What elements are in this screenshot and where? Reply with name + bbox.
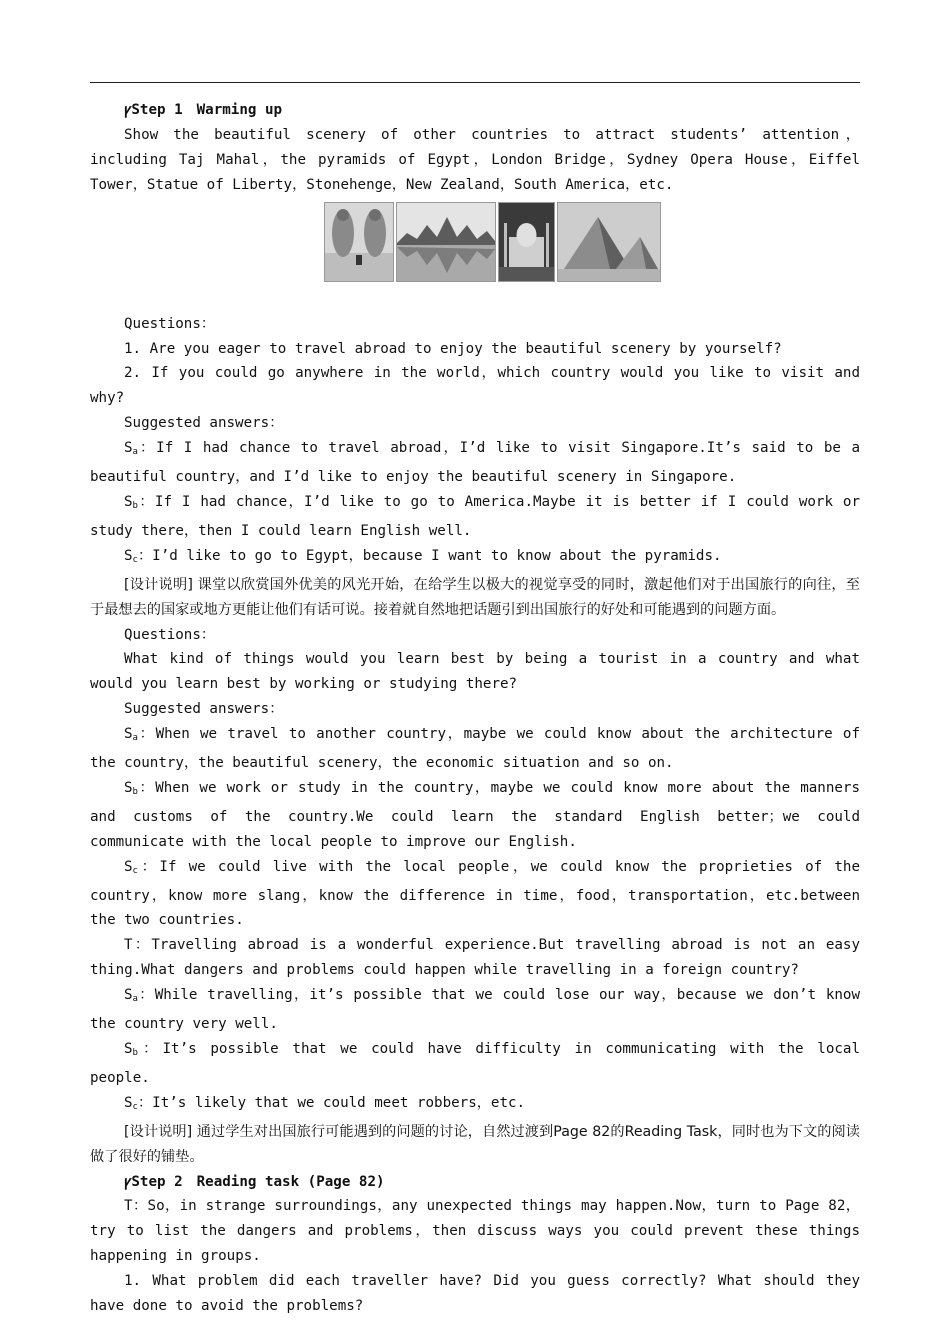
design-note-1: [设计说明] 课堂以欣赏国外优美的风光开始，在给学生以极大的视觉享受的同时，激起他们对于出国旅行的向往，至于最想去的国家或地方更能让他们有话可说。接着就自然地把话题引到出国旅行的好处和可能遇到的问题方面。 [90,576,860,618]
step1-intro: Show the beautiful scenery of other countries to attract students’ attention，including Taj Mahal，the pyramids of Egypt，London Bridge，Sydney Opera House，Eiffel Tower，Statue of Liberty，Stonehenge，New Zealand，South America，etc. [90,126,860,193]
questions-label-1: Questions： [124,315,216,332]
taj-mahal-photo [498,202,555,282]
step-marker-icon: ꝩ [124,1173,132,1190]
answer-sa-2: $S_a$：When we travel to another country，maybe we could know about the architecture of the country，the beautiful scenery，the economic situation and so on. [90,726,860,772]
answer-sc-2: $S_c$：If we could live with the local people，we could know the proprieties of the country，know more slang，know the difference in time，food，transportation，etc.between the two countries. [90,858,860,929]
questions-label-2: Questions： [124,626,216,643]
document-body [90,98,860,1319]
answer-sc-3: $S_c$：It’s likely that we could meet robbers，etc. [124,1094,526,1112]
step2-heading: ꝩStep 2 Reading task (Page 82) [124,1173,385,1190]
teacher-line-1: T：Travelling abroad is a wonderful experience.But travelling abroad is not an easy thing.What dangers and problems could happen while travelling in a foreign country? [90,937,860,979]
answer-sb-2: $S_b$：When we work or study in the country，maybe we could know more about the manners and customs of the country.We could learn the standard English better；we could communicate with the local people to improve our English. [90,779,860,850]
pyramids-photo [557,202,661,282]
step-marker-icon: ꝩ [124,102,132,118]
answer-sa-3: $S_a$：While travelling，it’s possible that we could lose our way，because we don’t know the country very well. [90,987,860,1033]
suggested-answers-label-2: Suggested answers： [124,701,284,718]
question-4: 1. What problem did each traveller have? Did you guess correctly? What should they have done to avoid the problems? [90,1273,860,1315]
answer-sc-1: $S_c$：I’d like to go to Egypt，because I want to know about the pyramids. [124,547,722,565]
header-rule [90,82,860,83]
question-1: 1. Are you eager to travel abroad to enjoy the beautiful scenery by yourself? [124,340,782,357]
teacher-line-2: T：So，in strange surroundings，any unexpected things may happen.Now，turn to Page 82，try to list the dangers and problems，then discuss ways you could prevent these things happening in groups. [90,1198,860,1265]
answer-sb-1: $S_b$：If I had chance，I’d like to go to America.Maybe it is better if I could work or study there，then I could learn English well. [90,493,860,539]
answer-sb-3: $S_b$：It’s possible that we could have difficulty in communicating with the local people. [90,1041,860,1086]
suggested-answers-label-1: Suggested answers： [124,415,284,432]
answer-sa-1: $S_a$：If I had chance to travel abroad，I’d like to visit Singapore.It’s said to be a beautiful country，and I’d like to enjoy the beautiful scenery in Singapore. [90,440,860,486]
statues-photo [324,202,394,282]
question-2: 2. If you could go anywhere in the world，which country would you like to visit and why? [90,365,860,407]
scenery-images [90,202,860,288]
temple-reflection-photo [396,202,496,282]
design-note-2: [设计说明] 通过学生对出国旅行可能遇到的问题的讨论，自然过渡到Page 82的Reading Task，同时也为下文的阅读做了很好的铺垫。 [90,1123,860,1165]
question-3: What kind of things would you learn best by being a tourist in a country and what would you learn best by working or studying there? [90,651,860,693]
step1-heading: ꝩStep 1 Warming up [124,102,283,118]
